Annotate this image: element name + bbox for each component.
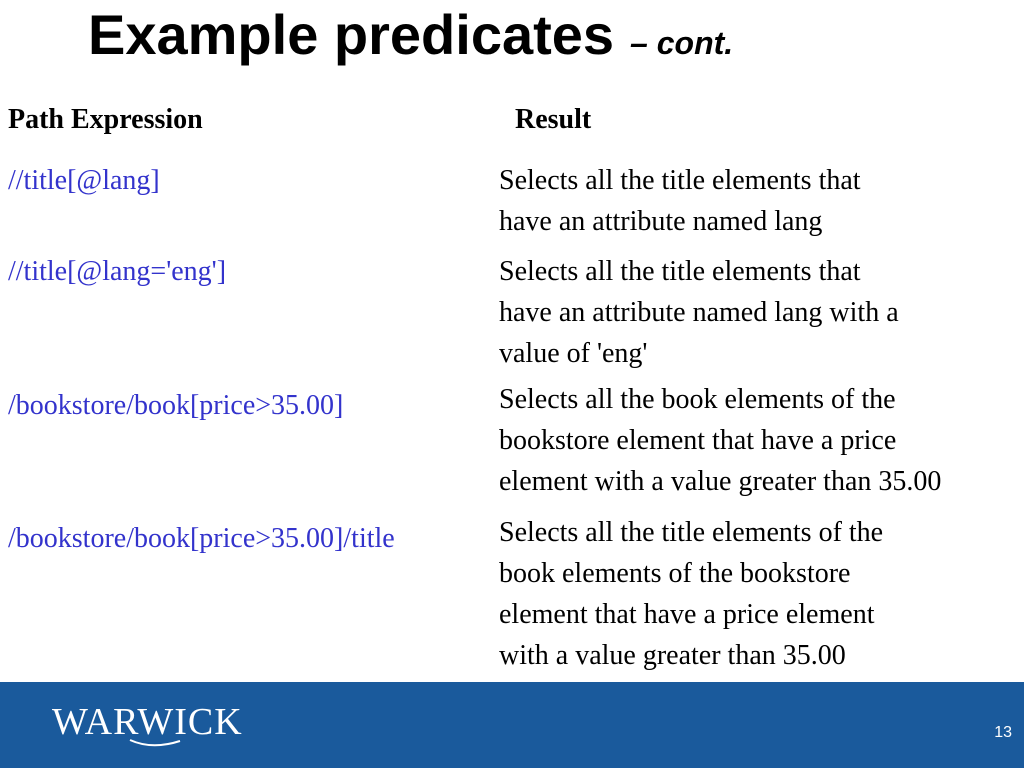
- result-line: have an attribute named lang with a: [499, 297, 899, 328]
- result-line: book elements of the bookstore: [499, 558, 851, 589]
- result-line: Selects all the title elements that: [499, 165, 861, 196]
- result-line: Selects all the title elements of the: [499, 517, 884, 548]
- path-expression: //title[@lang]: [8, 165, 160, 196]
- page-number: 13: [994, 724, 1012, 741]
- logo-text: WARWICK: [52, 701, 243, 743]
- result-line: value of 'eng': [499, 338, 648, 369]
- warwick-logo: [52, 700, 282, 750]
- result-line: have an attribute named lang: [499, 206, 823, 237]
- result-line: bookstore element that have a price: [499, 425, 897, 456]
- result-line: Selects all the book elements of the: [499, 384, 896, 415]
- result-line: element with a value greater than 35.00: [499, 466, 942, 497]
- path-expression: /bookstore/book[price>35.00]/title: [8, 523, 395, 554]
- title-continued: – cont.: [630, 25, 734, 61]
- result-line: with a value greater than 35.00: [499, 640, 846, 671]
- result-description: [499, 379, 1024, 502]
- result-description: [499, 512, 1024, 676]
- slide-title: [88, 0, 733, 70]
- result-description: [499, 160, 1024, 242]
- result-line: Selects all the title elements that: [499, 256, 861, 287]
- header-path-expression: Path Expression: [8, 104, 203, 135]
- result-description: [499, 251, 1024, 374]
- path-expression: //title[@lang='eng']: [8, 256, 227, 287]
- title-main: Example predicates: [88, 3, 615, 66]
- header-result: Result: [515, 104, 592, 135]
- path-expression: /bookstore/book[price>35.00]: [8, 390, 344, 421]
- result-line: element that have a price element: [499, 599, 875, 630]
- footer-bar: [0, 682, 1024, 768]
